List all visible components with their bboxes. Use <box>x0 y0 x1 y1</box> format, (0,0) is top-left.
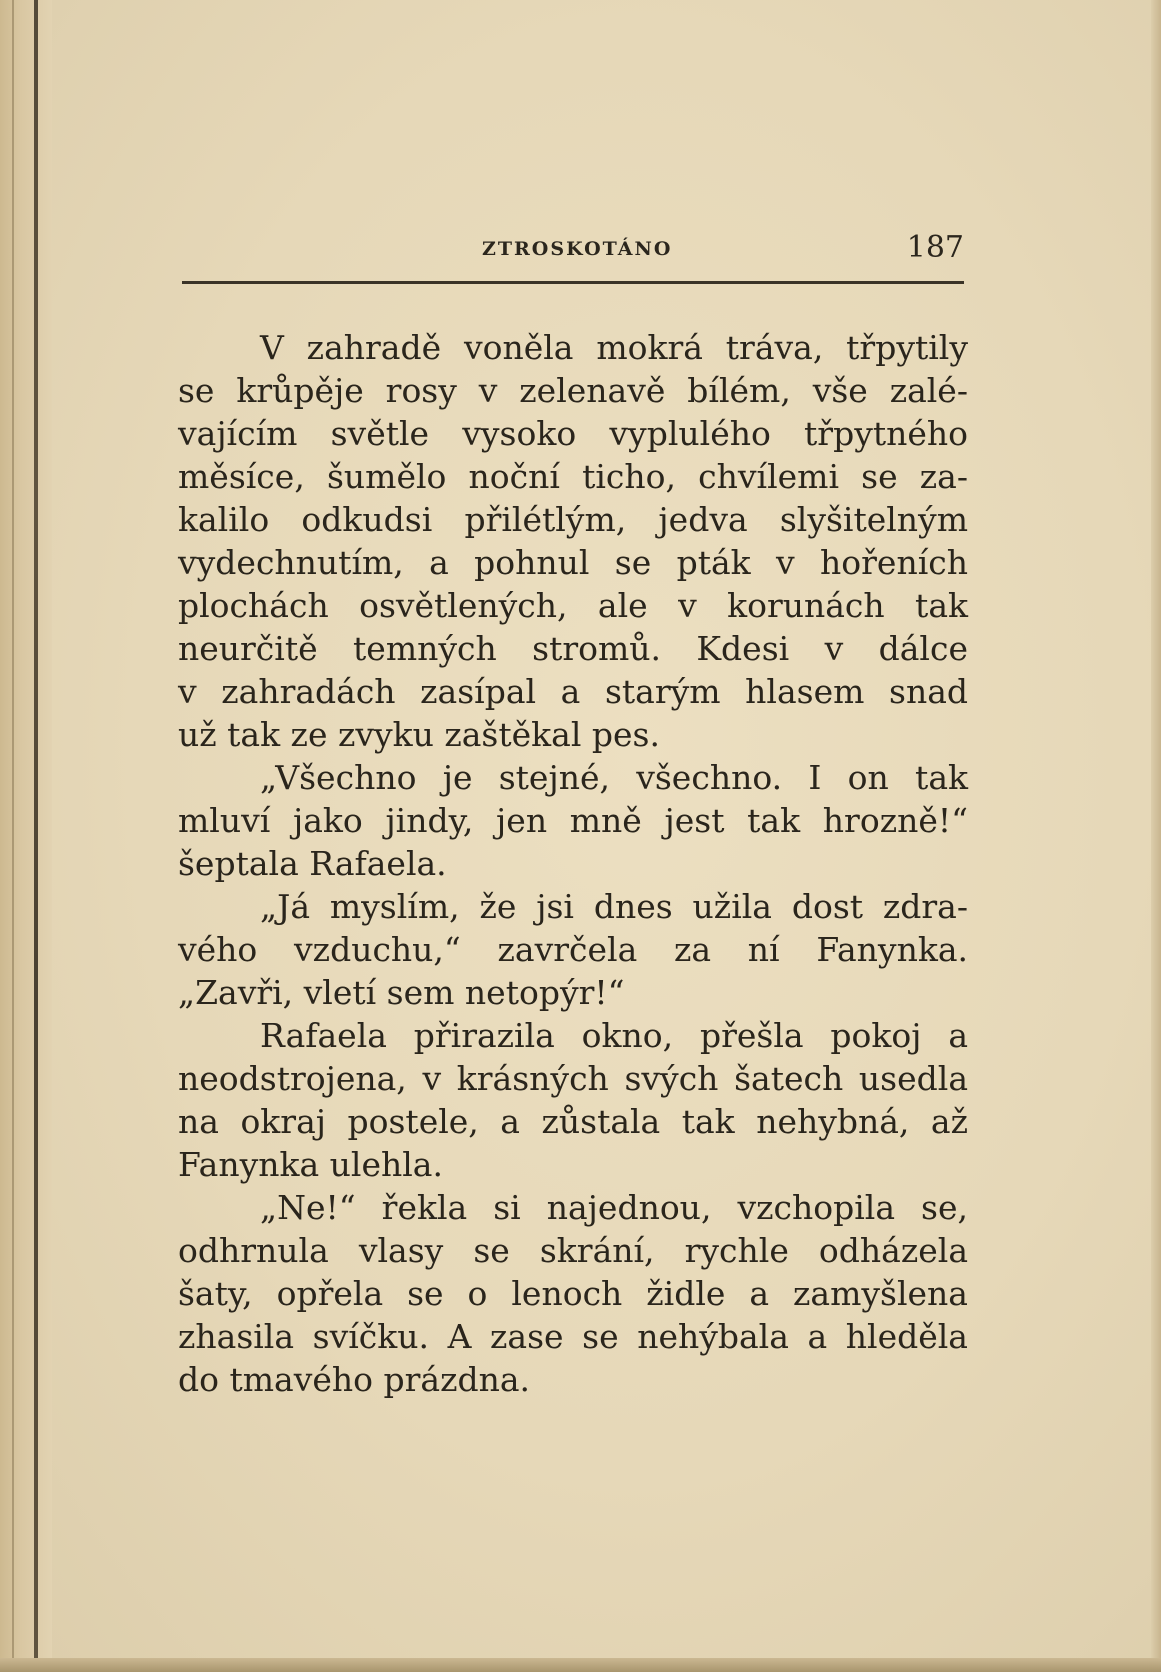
text-line: zhasila svíčku. A zase se nehýbala a hleděla <box>178 1317 968 1356</box>
text-line: V zahradě voněla mokrá tráva, třpytily <box>260 328 968 367</box>
text-line: na okraj postele, a zůstala tak nehybná, až <box>178 1102 968 1141</box>
text-line: už tak ze zvyku zaštěkal pes. <box>178 715 660 754</box>
page-bottom-edge <box>0 1658 1161 1672</box>
page-right-edge <box>1151 0 1161 1672</box>
text-line: „Všechno je stejné, všechno. I on tak <box>260 758 968 797</box>
text-line: odhrnula vlasy se skrání, rychle odházela <box>178 1231 968 1270</box>
spine-edge <box>12 0 14 1672</box>
text-line: do tmavého prázdna. <box>178 1360 530 1399</box>
text-line: mluví jako jindy, jen mně jest tak hrozně!“ <box>178 801 968 840</box>
text-line: vajícím světle vysoko vyplulého třpytného <box>178 414 968 453</box>
text-line: „Ne!“ řekla si najednou, vzchopila se, <box>260 1188 968 1227</box>
text-line: měsíce, šumělo noční ticho, chvílemi se za- <box>178 457 968 496</box>
binding-line <box>34 0 38 1672</box>
running-title: ZTROSKOTÁNO <box>482 238 673 260</box>
text-line: šaty, opřela se o lenoch židle a zamyšlena <box>178 1274 968 1313</box>
text-line: „Zavři, vletí sem netopýr!“ <box>178 973 625 1012</box>
header-rule <box>182 281 964 284</box>
text-line: vydechnutím, a pohnul se pták v hořeních <box>178 543 968 582</box>
text-line: neodstrojena, v krásných svých šatech usedla <box>178 1059 968 1098</box>
page-number: 187 <box>906 230 964 265</box>
text-line: Fanynka ulehla. <box>178 1145 443 1184</box>
text-line: „Já myslím, že jsi dnes užila dost zdra- <box>260 887 968 926</box>
text-line: vého vzduchu,“ zavrčela za ní Fanynka. <box>178 930 968 969</box>
text-line: v zahradách zasípal a starým hlasem snad <box>178 672 968 711</box>
text-line: neurčitě temných stromů. Kdesi v dálce <box>178 629 968 668</box>
text-line: kalilo odkudsi přilétlým, jedva slyšitelným <box>178 500 968 539</box>
page-header <box>182 228 964 272</box>
body-text <box>178 326 968 1401</box>
text-line: se krůpěje rosy v zelenavě bílém, vše zalé- <box>178 371 968 410</box>
page-spine <box>0 0 52 1672</box>
text-line: šeptala Rafaela. <box>178 844 447 883</box>
text-line: Rafaela přirazila okno, přešla pokoj a <box>260 1016 968 1055</box>
text-line: plochách osvětlených, ale v korunách tak <box>178 586 968 625</box>
